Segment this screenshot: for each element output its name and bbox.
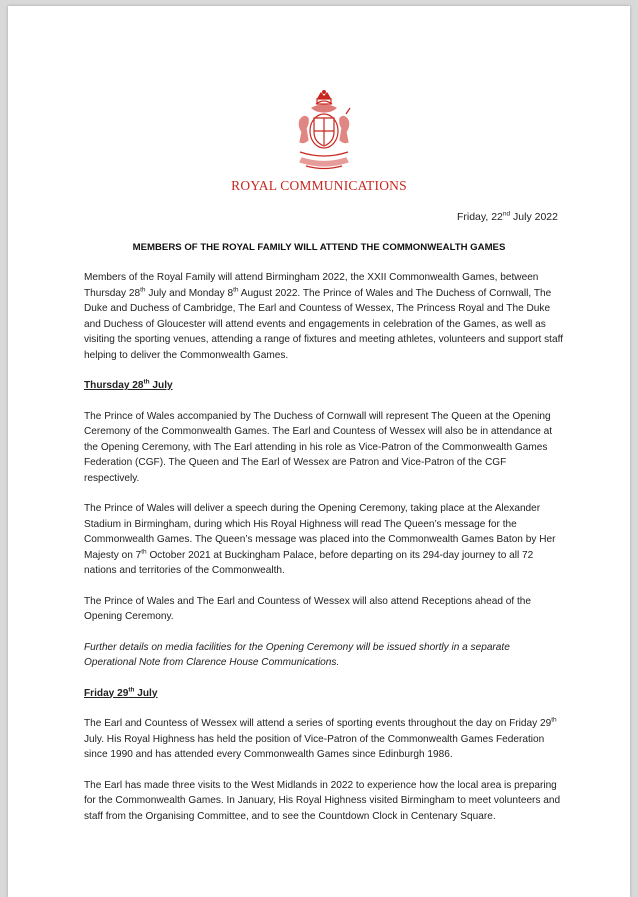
paragraph: The Prince of Wales and The Earl and Countess of Wessex will also attend Receptions ahead of the Opening Ceremony. bbox=[84, 595, 531, 622]
paragraph: The Earl has made three visits to the West Midlands in 2022 to experience how the local area is preparing for the Commonwealth Games. In January, His Royal Highness visited Birmingham to meet volunteers and staff from the Organising Committee, and to see the Countdown Clock in Centenary Square. bbox=[84, 779, 561, 822]
organisation-name: ROYAL COMMUNICATIONS bbox=[231, 178, 407, 193]
section-heading-thursday: Thursday 28th July bbox=[84, 378, 173, 391]
intro-paragraph: Members of the Royal Family will attend Birmingham 2022, the XXII Commonwealth Games, between Thursday 28th July and Monday 8th August 2022. The Prince of Wales and The Duchess of Cornwall, The Duke and Duchess of Cambridge, The Earl and Countess of Wessex, The Princess Royal and The Duke and Duchess of Gloucester will attend events and engagements in celebration of the Games, as well as visiting the sporting venues, attending a range of fixtures and meeting athletes, volunteers and support staff helping to deliver the Commonwealth Games. bbox=[84, 272, 564, 361]
media-note: Further details on media facilities for the Opening Ceremony will be issued shortly in a separate Operational Note from Clarence House Communications. bbox=[84, 641, 510, 668]
paragraph: The Prince of Wales will deliver a speech during the Opening Ceremony, taking place at the Alexander Stadium in Birmingham, during which His Royal Highness will read The Queen’s message for the Commonwealth Games. The Queen’s message was placed into the Commonwealth Games Baton by Her Majesty on 7th October 2021 at Buckingham Palace, before departing on its 294-day journey to all 72 nations and territories of the Commonwealth. bbox=[84, 503, 556, 576]
royal-coat-of-arms-icon bbox=[294, 90, 354, 172]
paragraph: The Prince of Wales accompanied by The Duchess of Cornwall will represent The Queen at the Opening Ceremony of the Commonwealth Games. The Earl and Countess of Wessex will also be in attendance at the Opening Ceremony, with The Earl attending in his role as Vice-Patron of the Commonwealth Games Federation (CGF). The Queen and The Earl of Wessex are Patron and Vice-Patron of the CGF respectively. bbox=[84, 410, 553, 484]
article-body bbox=[84, 270, 564, 839]
press-release-page bbox=[8, 6, 630, 897]
release-date: Friday, 22nd July 2022 bbox=[456, 210, 558, 223]
paragraph: The Earl and Countess of Wessex will attend a series of sporting events throughout the day on Friday 29th July. His Royal Highness has held the position of Vice-Patron of the Commonwealth Games Federation since 1990 and has attended every Commonwealth Games since Edinburgh 1986. bbox=[84, 716, 557, 760]
headline: MEMBERS OF THE ROYAL FAMILY WILL ATTEND THE COMMONWEALTH GAMES bbox=[132, 242, 506, 253]
section-heading-friday: Friday 29th July bbox=[84, 686, 158, 699]
